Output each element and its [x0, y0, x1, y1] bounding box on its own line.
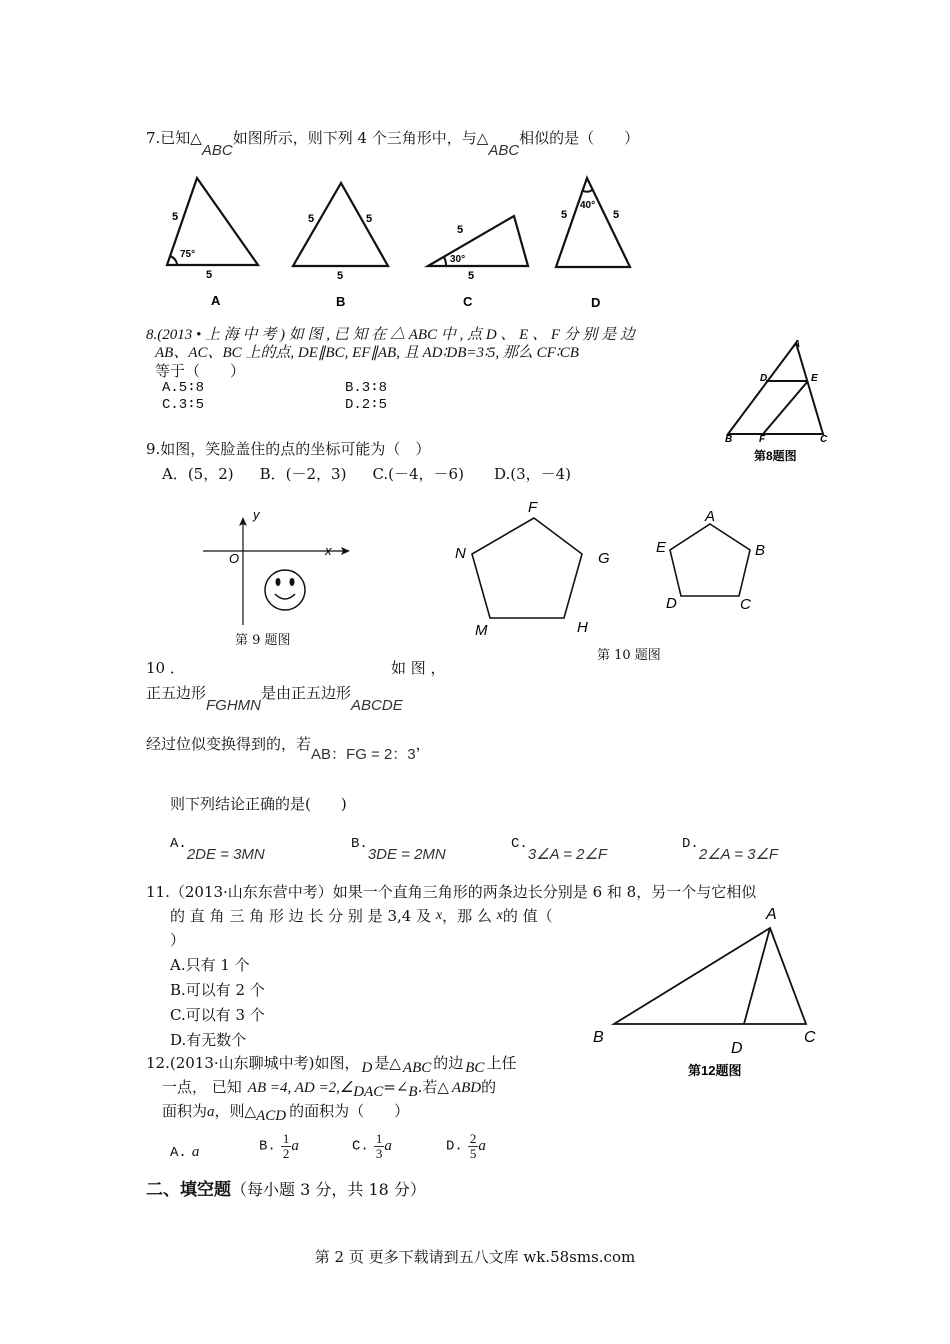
q7-d-angle: 40° [580, 200, 596, 211]
smiley-icon [265, 570, 305, 610]
q7-triangle-d [556, 178, 630, 267]
q7-a-side-bottom: 5 [206, 269, 213, 281]
q10-option-c: C.3∠A = 2∠F [511, 836, 608, 863]
q7-label-b: B [336, 294, 346, 309]
q10-label-b: B [755, 542, 766, 559]
q12-line2: 一点， 已知 AB =4, AD =2,∠DAC=∠B.若△ ABD的 [162, 1078, 497, 1100]
q8-figure [722, 334, 842, 474]
q12-fraction-c: $\frac{1}{3}$ [375, 1131, 383, 1161]
q12-label-c: C [804, 1029, 816, 1046]
section-2-note: （每小题 3 分，共 18 分） [231, 1180, 426, 1199]
q8-line3: 等于（ ） [155, 362, 246, 380]
q11-option-b: B.可以有 2 个 [170, 981, 265, 999]
q11-option-c: C.可以有 3 个 [170, 1006, 265, 1024]
q7-b-side-left: 5 [308, 213, 315, 225]
q7-triangle-c [428, 216, 528, 266]
q10-big-pentagon [472, 518, 582, 618]
q10-line3: 经过位似变换得到的，若AB：FG = 2：3， [146, 735, 431, 763]
q12-fraction-b: $\frac{1}{2}$ [282, 1131, 290, 1161]
q7-d-side-left: 5 [561, 209, 568, 221]
q8-caption: 第8题图 [754, 449, 797, 463]
q7-stem: 7.已知△ABC如图所示，则下列 4 个三角形中，与△ABC相似的是（ ） [146, 129, 640, 159]
q9-option-b: B．(－2，3) [259, 465, 347, 483]
page-footer: 第 2 页 更多下载请到五八文库 wk.58sms.com [314, 1248, 636, 1266]
q8-label-f: F [759, 434, 766, 445]
q12-option-b: B. $\frac{1}{2}$ a [259, 1131, 299, 1161]
q9-options [162, 464, 571, 484]
q7-b-side-right: 5 [366, 213, 373, 225]
q10-label-n: N [455, 545, 466, 562]
section-2-title: 二、填空题 [146, 1180, 231, 1200]
q10-ru-tu: 如 图 ， [391, 659, 446, 677]
q10-line2: 正五边形FGHMN是由正五边形ABCDE [146, 684, 403, 714]
q12-caption: 第12题图 [688, 1063, 742, 1078]
q10-small-pentagon [670, 524, 750, 596]
q10-label-a: A [705, 508, 716, 525]
q11-line1: 11.（2013·山东东营中考）如果一个直角三角形的两条边长分别是 6 和 8，另一个与它相似 [146, 883, 757, 901]
q7-label-c: C [463, 294, 473, 309]
q10-option-d: D.2∠A = 3∠F [682, 836, 779, 863]
q12-option-d: D. $\frac{2}{5}$ a [446, 1131, 486, 1161]
q10-option-a: A.2DE = 3MN [170, 836, 265, 863]
q8-line1: 8.(2013 • 上 海 中 考 ) 如 图 , 已 知 在 △ ABC 中 , 点 D 、 E 、 F 分 别 是 边 [146, 327, 635, 343]
q12-line3: 面积为a，则△ACD 的面积为（ ） [162, 1102, 410, 1124]
q11-option-a: A.只有 1 个 [170, 956, 250, 974]
q12-label-d: D [731, 1040, 743, 1057]
q9-stem: 9.如图，笑脸盖住的点的坐标可能为（ ） [146, 440, 431, 458]
q10-label-m: M [475, 622, 488, 639]
q8-option-b: B.3∶8 [345, 380, 388, 396]
q10-poly-abcde: ABCDE [351, 697, 403, 714]
q7-c-side-bottom: 5 [468, 270, 475, 282]
section-2-heading [146, 1179, 426, 1201]
q10-label-h: H [577, 619, 588, 636]
q8-label-d: D [760, 373, 768, 384]
q7-b-side-bottom: 5 [337, 270, 344, 282]
q7-angle-mark-d [582, 190, 592, 192]
q12-option-c: C. $\frac{1}{3}$ a [352, 1131, 392, 1161]
q10-figure [450, 498, 810, 648]
q10-label-e: E [656, 539, 667, 556]
q10-poly-fghmn: FGHMN [206, 697, 262, 714]
q12-label-a: A [766, 906, 777, 923]
q9-axis-x-label: x [325, 543, 332, 558]
q10-ratio: AB：FG = 2：3 [311, 746, 416, 763]
q8-label-c: C [820, 434, 828, 445]
q9-option-a: A．(5，2) [162, 465, 234, 483]
q8-segment-ef [763, 381, 808, 434]
q7-d-side-right: 5 [613, 209, 620, 221]
q7-c-angle: 30° [450, 254, 466, 265]
q7-label-d: D [591, 295, 601, 310]
q12-fraction-d: $\frac{2}{5}$ [469, 1131, 477, 1161]
q9-option-d: D.(3，－4) [493, 465, 572, 483]
q10-label-g: G [598, 550, 610, 567]
q8-line2: AB、AC、BC 上的点, DE∥BC, EF∥AB, 且 AD∶DB=3∶5, 那么 CF∶CB [155, 345, 579, 361]
q7-abc-1: ABC [201, 142, 233, 159]
q7-abc-2: ABC [488, 142, 520, 159]
q7-figures [150, 170, 790, 320]
q8-label-e: E [811, 373, 818, 384]
q8-label-a: A [793, 339, 801, 350]
q8-option-c: C.3∶5 [162, 397, 205, 413]
q7-angle-mark-a [170, 256, 177, 265]
q9-axis-y-label: y [253, 507, 260, 522]
q9-option-c: C.(－4，－6) [372, 465, 464, 483]
q8-option-a: A.5∶8 [162, 380, 205, 396]
q9-origin-label: O [229, 551, 240, 566]
q7-a-side-left: 5 [172, 211, 179, 223]
q7-angle-mark-c [444, 257, 446, 266]
q8-option-d: D.2∶5 [345, 397, 388, 413]
q10-number: 10 ． [146, 659, 185, 677]
q9-caption: 第 9 题图 [235, 633, 291, 648]
q11-option-d: D.有无数个 [170, 1031, 247, 1049]
q7-c-side-top: 5 [457, 224, 464, 236]
q10-option-b: B.3DE = 2MN [351, 836, 446, 863]
q11-line2: 的 直 角 三 角 形 边 长 分 别 是 3,4 及 x，那 么 x的 值（ [170, 907, 553, 925]
q7-a-angle: 75° [180, 249, 196, 260]
q12-figure [590, 902, 830, 1082]
q9-figure [195, 505, 365, 645]
q8-label-b: B [725, 434, 733, 445]
q10-question: 则下列结论正确的是( ) [170, 795, 347, 813]
q10-label-c: C [740, 596, 751, 613]
q11-line3: ） [170, 931, 186, 949]
q10-label-f: F [528, 499, 538, 516]
q12-label-b: B [593, 1029, 604, 1046]
q12-line1: 12.(2013·山东聊城中考)如图， D 是△ ABC 的边 BC 上任 [146, 1054, 517, 1076]
q12-option-a: A. a [170, 1144, 200, 1161]
q7-label-a: A [211, 293, 221, 308]
q10-label-d: D [666, 595, 677, 612]
q12-triangle [614, 928, 806, 1024]
q10-caption: 第 10 题图 [597, 648, 661, 663]
